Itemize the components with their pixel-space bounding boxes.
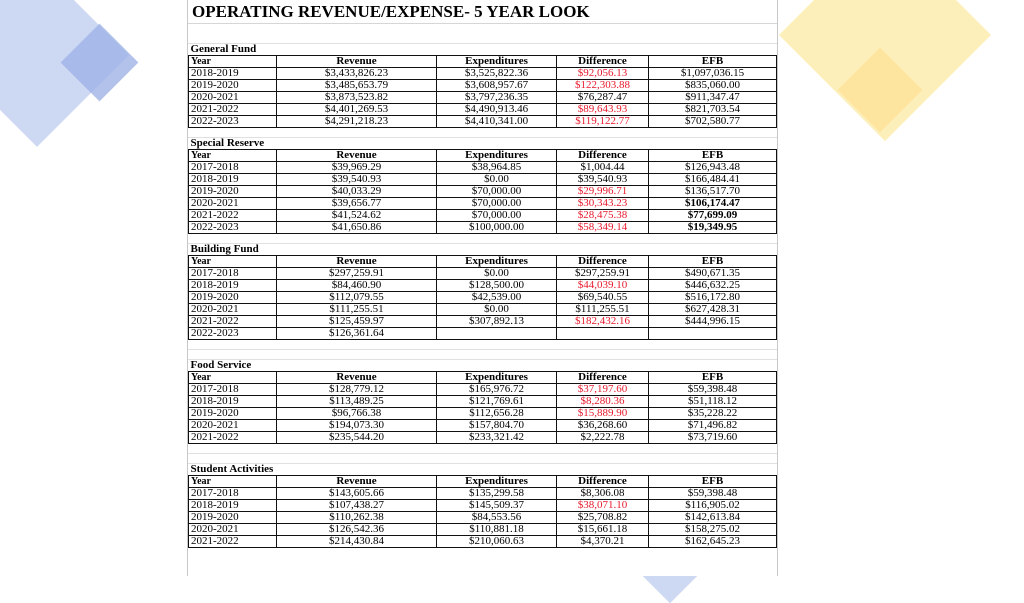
table-cell: $4,370.21	[557, 536, 649, 548]
column-header: Difference	[557, 476, 649, 488]
table-cell: $3,608,957.67	[437, 80, 557, 92]
column-header: Difference	[557, 56, 649, 68]
table-cell: $89,643.93	[557, 104, 649, 116]
header-row	[189, 256, 777, 268]
column-header: Difference	[557, 150, 649, 162]
table-cell: $41,524.62	[277, 210, 437, 222]
table-cell: $0.00	[437, 304, 557, 316]
table-cell: $4,291,218.23	[277, 116, 437, 128]
table-cell: $821,703.54	[649, 104, 777, 116]
table-cell: $36,268.60	[557, 420, 649, 432]
table-cell: $0.00	[437, 268, 557, 280]
column-header: Expenditures	[437, 476, 557, 488]
table-cell: $37,197.60	[557, 384, 649, 396]
blank-row	[188, 340, 777, 350]
table-cell: $214,430.84	[277, 536, 437, 548]
fund-name: Student Activities	[189, 464, 777, 476]
table-row	[189, 524, 777, 536]
fund-name: Special Reserve	[189, 138, 777, 150]
table-cell: 2022-2023	[189, 328, 277, 340]
column-header: Revenue	[277, 372, 437, 384]
table-cell: $41,650.86	[277, 222, 437, 234]
header-row	[189, 372, 777, 384]
table-cell: $15,889.90	[557, 408, 649, 420]
column-header: EFB	[649, 256, 777, 268]
column-header: Year	[189, 476, 277, 488]
spreadsheet	[187, 0, 778, 576]
table-row	[189, 80, 777, 92]
table-cell: $307,892.13	[437, 316, 557, 328]
table-cell: $627,428.31	[649, 304, 777, 316]
table-cell: 2021-2022	[189, 536, 277, 548]
fund-table	[188, 44, 777, 128]
table-cell: $702,580.77	[649, 116, 777, 128]
table-cell: 2021-2022	[189, 432, 277, 444]
fund-name: Food Service	[189, 360, 777, 372]
column-header: Year	[189, 150, 277, 162]
table-cell: $112,656.28	[437, 408, 557, 420]
table-cell: $30,343.23	[557, 198, 649, 210]
table-cell: $3,797,236.35	[437, 92, 557, 104]
table-cell: $70,000.00	[437, 210, 557, 222]
table-cell: $4,401,269.53	[277, 104, 437, 116]
table-cell: $84,460.90	[277, 280, 437, 292]
table-cell: $112,079.55	[277, 292, 437, 304]
table-cell: $35,228.22	[649, 408, 777, 420]
column-header: EFB	[649, 476, 777, 488]
table-cell: $444,996.15	[649, 316, 777, 328]
table-cell: $162,645.23	[649, 536, 777, 548]
blank-row	[188, 24, 777, 44]
table-row	[189, 500, 777, 512]
blank-row	[188, 454, 777, 464]
table-cell: $4,490,913.46	[437, 104, 557, 116]
blank-row	[188, 350, 777, 360]
table-row	[189, 384, 777, 396]
column-header: Expenditures	[437, 150, 557, 162]
table-cell: $166,484.41	[649, 174, 777, 186]
table-cell: $233,321.42	[437, 432, 557, 444]
table-cell: $51,118.12	[649, 396, 777, 408]
column-header: Expenditures	[437, 56, 557, 68]
table-cell: $39,656.77	[277, 198, 437, 210]
table-cell: $158,275.02	[649, 524, 777, 536]
table-cell: $38,071.10	[557, 500, 649, 512]
table-cell: $8,306.08	[557, 488, 649, 500]
table-cell: $128,779.12	[277, 384, 437, 396]
table-cell: $92,056.13	[557, 68, 649, 80]
table-row	[189, 488, 777, 500]
table-cell: 2021-2022	[189, 104, 277, 116]
table-row	[189, 328, 777, 340]
table-row	[189, 536, 777, 548]
table-cell: $100,000.00	[437, 222, 557, 234]
table-row	[189, 316, 777, 328]
fund-name: Building Fund	[189, 244, 777, 256]
page-title: OPERATING REVENUE/EXPENSE- 5 YEAR LOOK	[188, 0, 777, 24]
header-row	[189, 56, 777, 68]
column-header: Year	[189, 372, 277, 384]
table-cell: 2017-2018	[189, 162, 277, 174]
table-row	[189, 512, 777, 524]
table-row	[189, 280, 777, 292]
column-header: Difference	[557, 256, 649, 268]
table-row	[189, 174, 777, 186]
table-row	[189, 162, 777, 174]
table-cell: $911,347.47	[649, 92, 777, 104]
table-cell: 2018-2019	[189, 68, 277, 80]
column-header: Revenue	[277, 256, 437, 268]
table-row	[189, 68, 777, 80]
table-cell: $58,349.14	[557, 222, 649, 234]
column-header: Revenue	[277, 150, 437, 162]
table-row	[189, 408, 777, 420]
table-cell: $28,475.38	[557, 210, 649, 222]
table-cell: 2018-2019	[189, 396, 277, 408]
table-row	[189, 268, 777, 280]
table-cell: $110,881.18	[437, 524, 557, 536]
table-cell: $235,544.20	[277, 432, 437, 444]
table-cell: $29,996.71	[557, 186, 649, 198]
table-cell: $1,004.44	[557, 162, 649, 174]
table-cell: $8,280.36	[557, 396, 649, 408]
column-header: Revenue	[277, 476, 437, 488]
table-cell: 2020-2021	[189, 92, 277, 104]
column-header: EFB	[649, 56, 777, 68]
table-row	[189, 222, 777, 234]
table-cell: 2018-2019	[189, 500, 277, 512]
column-header: EFB	[649, 372, 777, 384]
column-header: Difference	[557, 372, 649, 384]
table-cell: $59,398.48	[649, 384, 777, 396]
table-row	[189, 420, 777, 432]
table-cell: $15,661.18	[557, 524, 649, 536]
table-cell: 2022-2023	[189, 222, 277, 234]
table-cell: $1,097,036.15	[649, 68, 777, 80]
table-cell: $446,632.25	[649, 280, 777, 292]
table-cell: $142,613.84	[649, 512, 777, 524]
table-cell: $145,509.37	[437, 500, 557, 512]
fund-table	[188, 138, 777, 234]
table-cell: $136,517.70	[649, 186, 777, 198]
table-cell: $4,410,341.00	[437, 116, 557, 128]
table-row	[189, 198, 777, 210]
table-row	[189, 432, 777, 444]
table-row	[189, 104, 777, 116]
table-cell: $73,719.60	[649, 432, 777, 444]
table-row	[189, 396, 777, 408]
table-cell: $70,000.00	[437, 186, 557, 198]
table-cell: $157,804.70	[437, 420, 557, 432]
fund-table	[188, 360, 777, 444]
table-cell: $128,500.00	[437, 280, 557, 292]
table-cell: $19,349.95	[649, 222, 777, 234]
table-cell: $119,122.77	[557, 116, 649, 128]
column-header: EFB	[649, 150, 777, 162]
table-cell: $516,172.80	[649, 292, 777, 304]
table-cell: 2017-2018	[189, 268, 277, 280]
table-cell: $835,060.00	[649, 80, 777, 92]
table-cell: $39,969.29	[277, 162, 437, 174]
table-cell: $0.00	[437, 174, 557, 186]
fund-name: General Fund	[189, 44, 777, 56]
table-cell: 2020-2021	[189, 524, 277, 536]
table-cell: 2017-2018	[189, 384, 277, 396]
table-cell: $297,259.91	[277, 268, 437, 280]
table-cell: $3,433,826.23	[277, 68, 437, 80]
table-cell: $25,708.82	[557, 512, 649, 524]
blank-row	[188, 234, 777, 244]
table-cell: $70,000.00	[437, 198, 557, 210]
table-cell: $182,432.16	[557, 316, 649, 328]
table-cell: $122,303.88	[557, 80, 649, 92]
table-cell: $490,671.35	[649, 268, 777, 280]
table-cell: $111,255.51	[277, 304, 437, 316]
table-cell: $143,605.66	[277, 488, 437, 500]
table-cell: $38,964.85	[437, 162, 557, 174]
table-cell: 2019-2020	[189, 512, 277, 524]
table-cell: 2021-2022	[189, 316, 277, 328]
header-row	[189, 150, 777, 162]
table-cell: $96,766.38	[277, 408, 437, 420]
table-cell	[437, 328, 557, 340]
table-row	[189, 186, 777, 198]
table-cell: $2,222.78	[557, 432, 649, 444]
table-cell: $39,540.93	[277, 174, 437, 186]
fund-table	[188, 244, 777, 340]
table-cell: $126,943.48	[649, 162, 777, 174]
table-cell: $107,438.27	[277, 500, 437, 512]
table-cell: $40,033.29	[277, 186, 437, 198]
column-header: Revenue	[277, 56, 437, 68]
table-cell: $42,539.00	[437, 292, 557, 304]
table-row	[189, 116, 777, 128]
table-cell: 2018-2019	[189, 174, 277, 186]
funds-container	[188, 44, 777, 548]
table-cell: $3,873,523.82	[277, 92, 437, 104]
fund-table	[188, 464, 777, 548]
table-cell: $165,976.72	[437, 384, 557, 396]
table-cell: $84,553.56	[437, 512, 557, 524]
table-cell: $110,262.38	[277, 512, 437, 524]
table-cell: $135,299.58	[437, 488, 557, 500]
table-cell: $116,905.02	[649, 500, 777, 512]
table-row	[189, 210, 777, 222]
table-cell: $77,699.09	[649, 210, 777, 222]
table-cell: $3,485,653.79	[277, 80, 437, 92]
table-cell: $69,540.55	[557, 292, 649, 304]
table-cell: 2022-2023	[189, 116, 277, 128]
column-header: Year	[189, 56, 277, 68]
table-cell: $126,361.64	[277, 328, 437, 340]
table-cell: 2019-2020	[189, 80, 277, 92]
table-cell: $297,259.91	[557, 268, 649, 280]
table-cell: 2019-2020	[189, 292, 277, 304]
table-cell: $194,073.30	[277, 420, 437, 432]
table-cell: $76,287.47	[557, 92, 649, 104]
table-cell: $113,489.25	[277, 396, 437, 408]
table-cell: 2020-2021	[189, 420, 277, 432]
table-cell: $44,039.10	[557, 280, 649, 292]
table-cell: $121,769.61	[437, 396, 557, 408]
table-cell	[649, 328, 777, 340]
header-row	[189, 476, 777, 488]
table-cell: 2020-2021	[189, 304, 277, 316]
table-cell: $125,459.97	[277, 316, 437, 328]
table-cell: $39,540.93	[557, 174, 649, 186]
table-cell: 2019-2020	[189, 408, 277, 420]
table-cell: 2020-2021	[189, 198, 277, 210]
blank-row	[188, 128, 777, 138]
table-cell: 2021-2022	[189, 210, 277, 222]
column-header: Expenditures	[437, 256, 557, 268]
column-header: Expenditures	[437, 372, 557, 384]
blank-row	[188, 444, 777, 454]
table-cell: $71,496.82	[649, 420, 777, 432]
table-cell: $126,542.36	[277, 524, 437, 536]
table-cell: $210,060.63	[437, 536, 557, 548]
table-cell: $111,255.51	[557, 304, 649, 316]
column-header: Year	[189, 256, 277, 268]
table-cell: $59,398.48	[649, 488, 777, 500]
table-cell	[557, 328, 649, 340]
table-row	[189, 92, 777, 104]
table-cell: 2019-2020	[189, 186, 277, 198]
table-cell: 2017-2018	[189, 488, 277, 500]
table-row	[189, 304, 777, 316]
table-cell: $106,174.47	[649, 198, 777, 210]
table-cell: $3,525,822.36	[437, 68, 557, 80]
table-cell: 2018-2019	[189, 280, 277, 292]
table-row	[189, 292, 777, 304]
